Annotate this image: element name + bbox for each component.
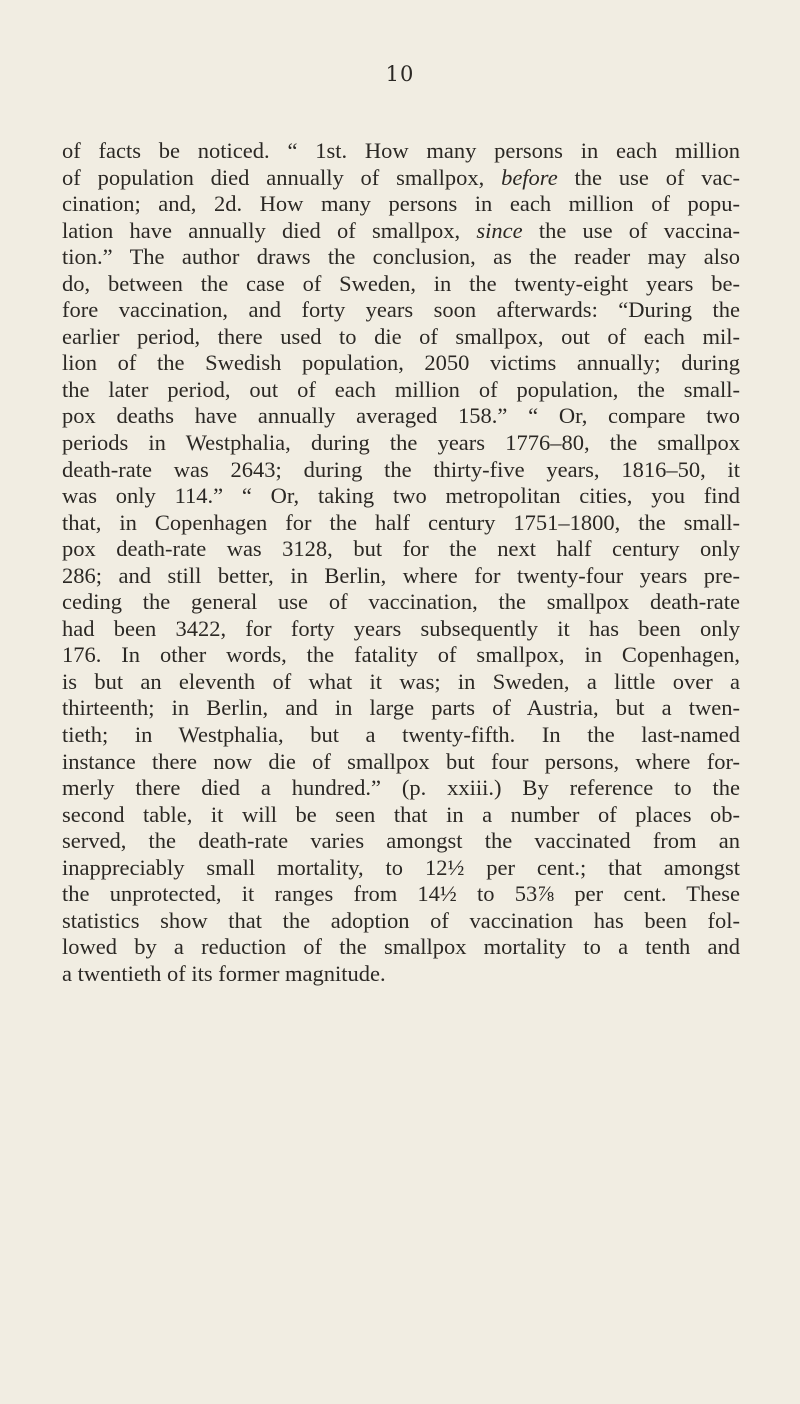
text-segment: merly there died a hundred.” (p. xxiii.) By reference to the: [62, 775, 740, 801]
text-segment: periods in Westphalia, during the years 1776–80, the smallpox: [62, 430, 740, 456]
text-line: [62, 775, 740, 802]
text-segment: thirteenth; in Berlin, and in large parts of Austria, but a twen-: [62, 695, 740, 721]
text-line: [62, 802, 740, 829]
text-segment: had been 3422, for forty years subsequently it has been only: [62, 615, 740, 641]
text-line: [62, 961, 740, 988]
text-line: [62, 695, 740, 722]
text-segment: the use of vac-: [557, 164, 740, 190]
text-line: [62, 483, 740, 510]
text-line: [62, 350, 740, 377]
text-segment: of facts be noticed. “ 1st. How many persons in each million: [62, 138, 740, 163]
text-line: [62, 934, 740, 961]
text-segment: lion of the Swedish population, 2050 victims annually; during: [62, 350, 740, 376]
text-segment: tieth; in Westphalia, but a twenty-fifth. In the last-named: [62, 722, 740, 748]
text-segment: do, between the case of Sweden, in the twenty-eight years be-: [62, 270, 740, 296]
text-segment: a twentieth of its former magnitude.: [62, 960, 386, 986]
text-segment: tion.” The author draws the conclusion, as the reader may also: [62, 244, 740, 270]
text-line: [62, 616, 740, 643]
text-line: [62, 536, 740, 563]
text-line: [62, 457, 740, 484]
text-segment: that, in Copenhagen for the half century 1751–1800, the small-: [62, 509, 740, 535]
text-segment: pox deaths have annually averaged 158.” “ Or, compare two: [62, 403, 740, 429]
text-line: [62, 191, 740, 218]
text-line: [62, 324, 740, 351]
text-line: [62, 138, 740, 165]
text-segment: the later period, out of each million of population, the small-: [62, 376, 740, 402]
text-segment: second table, it will be seen that in a number of places ob-: [62, 801, 740, 827]
text-segment: inappreciably small mortality, to 12½ per cent.; that amongst: [62, 854, 740, 880]
text-segment: the use of vaccina-: [522, 217, 740, 243]
text-line: [62, 722, 740, 749]
text-segment: earlier period, there used to die of smallpox, out of each mil-: [62, 323, 740, 349]
text-line: [62, 563, 740, 590]
text-line: [62, 271, 740, 298]
text-line: [62, 749, 740, 776]
text-segment: lowed by a reduction of the smallpox mortality to a tenth and: [62, 934, 740, 960]
text-line: [62, 218, 740, 245]
text-line: [62, 165, 740, 192]
text-line: [62, 908, 740, 935]
text-segment: instance there now die of smallpox but four persons, where for-: [62, 748, 740, 774]
text-line: [62, 297, 740, 324]
text-segment: cination; and, 2d. How many persons in each million of popu-: [62, 191, 740, 217]
text-line: [62, 828, 740, 855]
text-segment: pox death-rate was 3128, but for the next half century only: [62, 536, 740, 562]
text-line: [62, 642, 740, 669]
text-segment: the unprotected, it ranges from 14½ to 53⅞ per cent. These: [62, 881, 740, 907]
text-line: [62, 244, 740, 271]
text-segment: fore vaccination, and forty years soon afterwards: “During the: [62, 297, 740, 323]
text-segment: of population died annually of smallpox,: [62, 164, 502, 190]
body-text: [62, 138, 740, 988]
text-segment: death-rate was 2643; during the thirty-five years, 1816–50, it: [62, 456, 740, 482]
text-segment: served, the death-rate varies amongst the vaccinated from an: [62, 828, 740, 854]
text-line: [62, 855, 740, 882]
text-line: [62, 589, 740, 616]
text-line: [62, 510, 740, 537]
text-segment: is but an eleventh of what it was; in Sweden, a little over a: [62, 668, 740, 694]
text-line: [62, 669, 740, 696]
text-line: [62, 881, 740, 908]
text-segment: statistics show that the adoption of vaccination has been fol-: [62, 907, 740, 933]
text-line: [62, 377, 740, 404]
italic-word: before: [501, 164, 558, 190]
text-line: [62, 430, 740, 457]
page-number: 10: [385, 62, 415, 86]
text-segment: lation have annually died of smallpox,: [62, 217, 477, 243]
text-segment: ceding the general use of vaccination, the smallpox death-rate: [62, 589, 740, 615]
text-segment: 286; and still better, in Berlin, where for twenty-four years pre-: [62, 562, 740, 588]
text-segment: was only 114.” “ Or, taking two metropolitan cities, you find: [62, 483, 740, 509]
italic-word: since: [476, 217, 523, 243]
text-segment: 176. In other words, the fatality of smallpox, in Copenhagen,: [62, 642, 740, 668]
text-line: [62, 403, 740, 430]
